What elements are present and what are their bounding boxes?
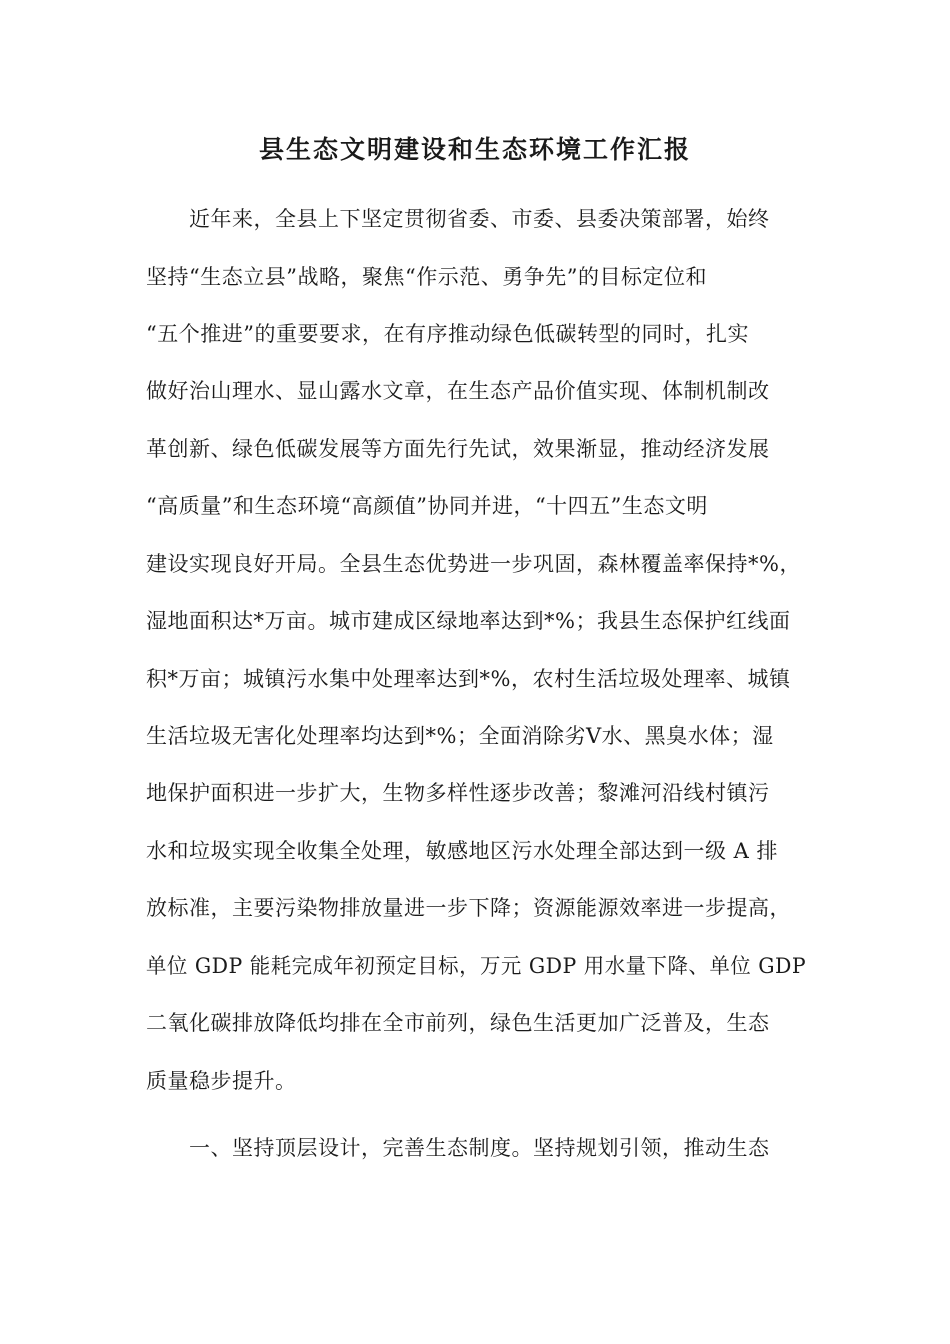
paragraph-line: “五个推进”的重要要求，在有序推动绿色低碳转型的同时，扎实 (146, 322, 749, 346)
paragraph-line: 革创新、绿色低碳发展等方面先行先试，效果渐显，推动经济发展 (146, 437, 770, 461)
paragraph-line: 质量稳步提升。 (146, 1069, 297, 1093)
paragraph-line: 近年来，全县上下坚定贯彻省委、市委、县委决策部署，始终 (146, 207, 770, 231)
paragraph-line: 坚持“生态立县”战略，聚焦“作示范、勇争先”的目标定位和 (146, 265, 707, 289)
document-title: 县生态文明建设和生态环境工作汇报 (258, 135, 691, 164)
paragraph-line: 二氧化碳排放降低均排在全市前列，绿色生活更加广泛普及，生态 (146, 1011, 770, 1035)
section-heading-line: 一、坚持顶层设计，完善生态制度。坚持规划引领，推动生态 (146, 1136, 770, 1160)
paragraph-line: 地保护面积进一步扩大，生物多样性逐步改善；黎滩河沿线村镇污 (146, 781, 770, 805)
paragraph-line: 生活垃圾无害化处理率均达到*%；全面消除劣Ⅴ水、黑臭水体；湿 (146, 724, 774, 748)
paragraph-line: 做好治山理水、显山露水文章，在生态产品价值实现、体制机制改 (146, 379, 770, 403)
paragraph-line: 单位 GDP 能耗完成年初预定目标，万元 GDP 用水量下降、单位 GDP (146, 954, 807, 978)
paragraph-line: 积*万亩；城镇污水集中处理率达到*%，农村生活垃圾处理率、城镇 (146, 667, 791, 691)
paragraph-line: 建设实现良好开局。全县生态优势进一步巩固，森林覆盖率保持*%， (146, 552, 801, 576)
paragraph-line: 湿地面积达*万亩。城市建成区绿地率达到*%；我县生态保护红线面 (146, 609, 791, 633)
paragraph-line: 放标准，主要污染物排放量进一步下降；资源能源效率进一步提高， (146, 896, 791, 920)
paragraph-line: “高质量”和生态环境“高颜值”协同并进，“十四五”生态文明 (146, 494, 708, 518)
paragraph-line: 水和垃圾实现全收集全处理，敏感地区污水处理全部达到一级 A 排 (146, 839, 779, 863)
